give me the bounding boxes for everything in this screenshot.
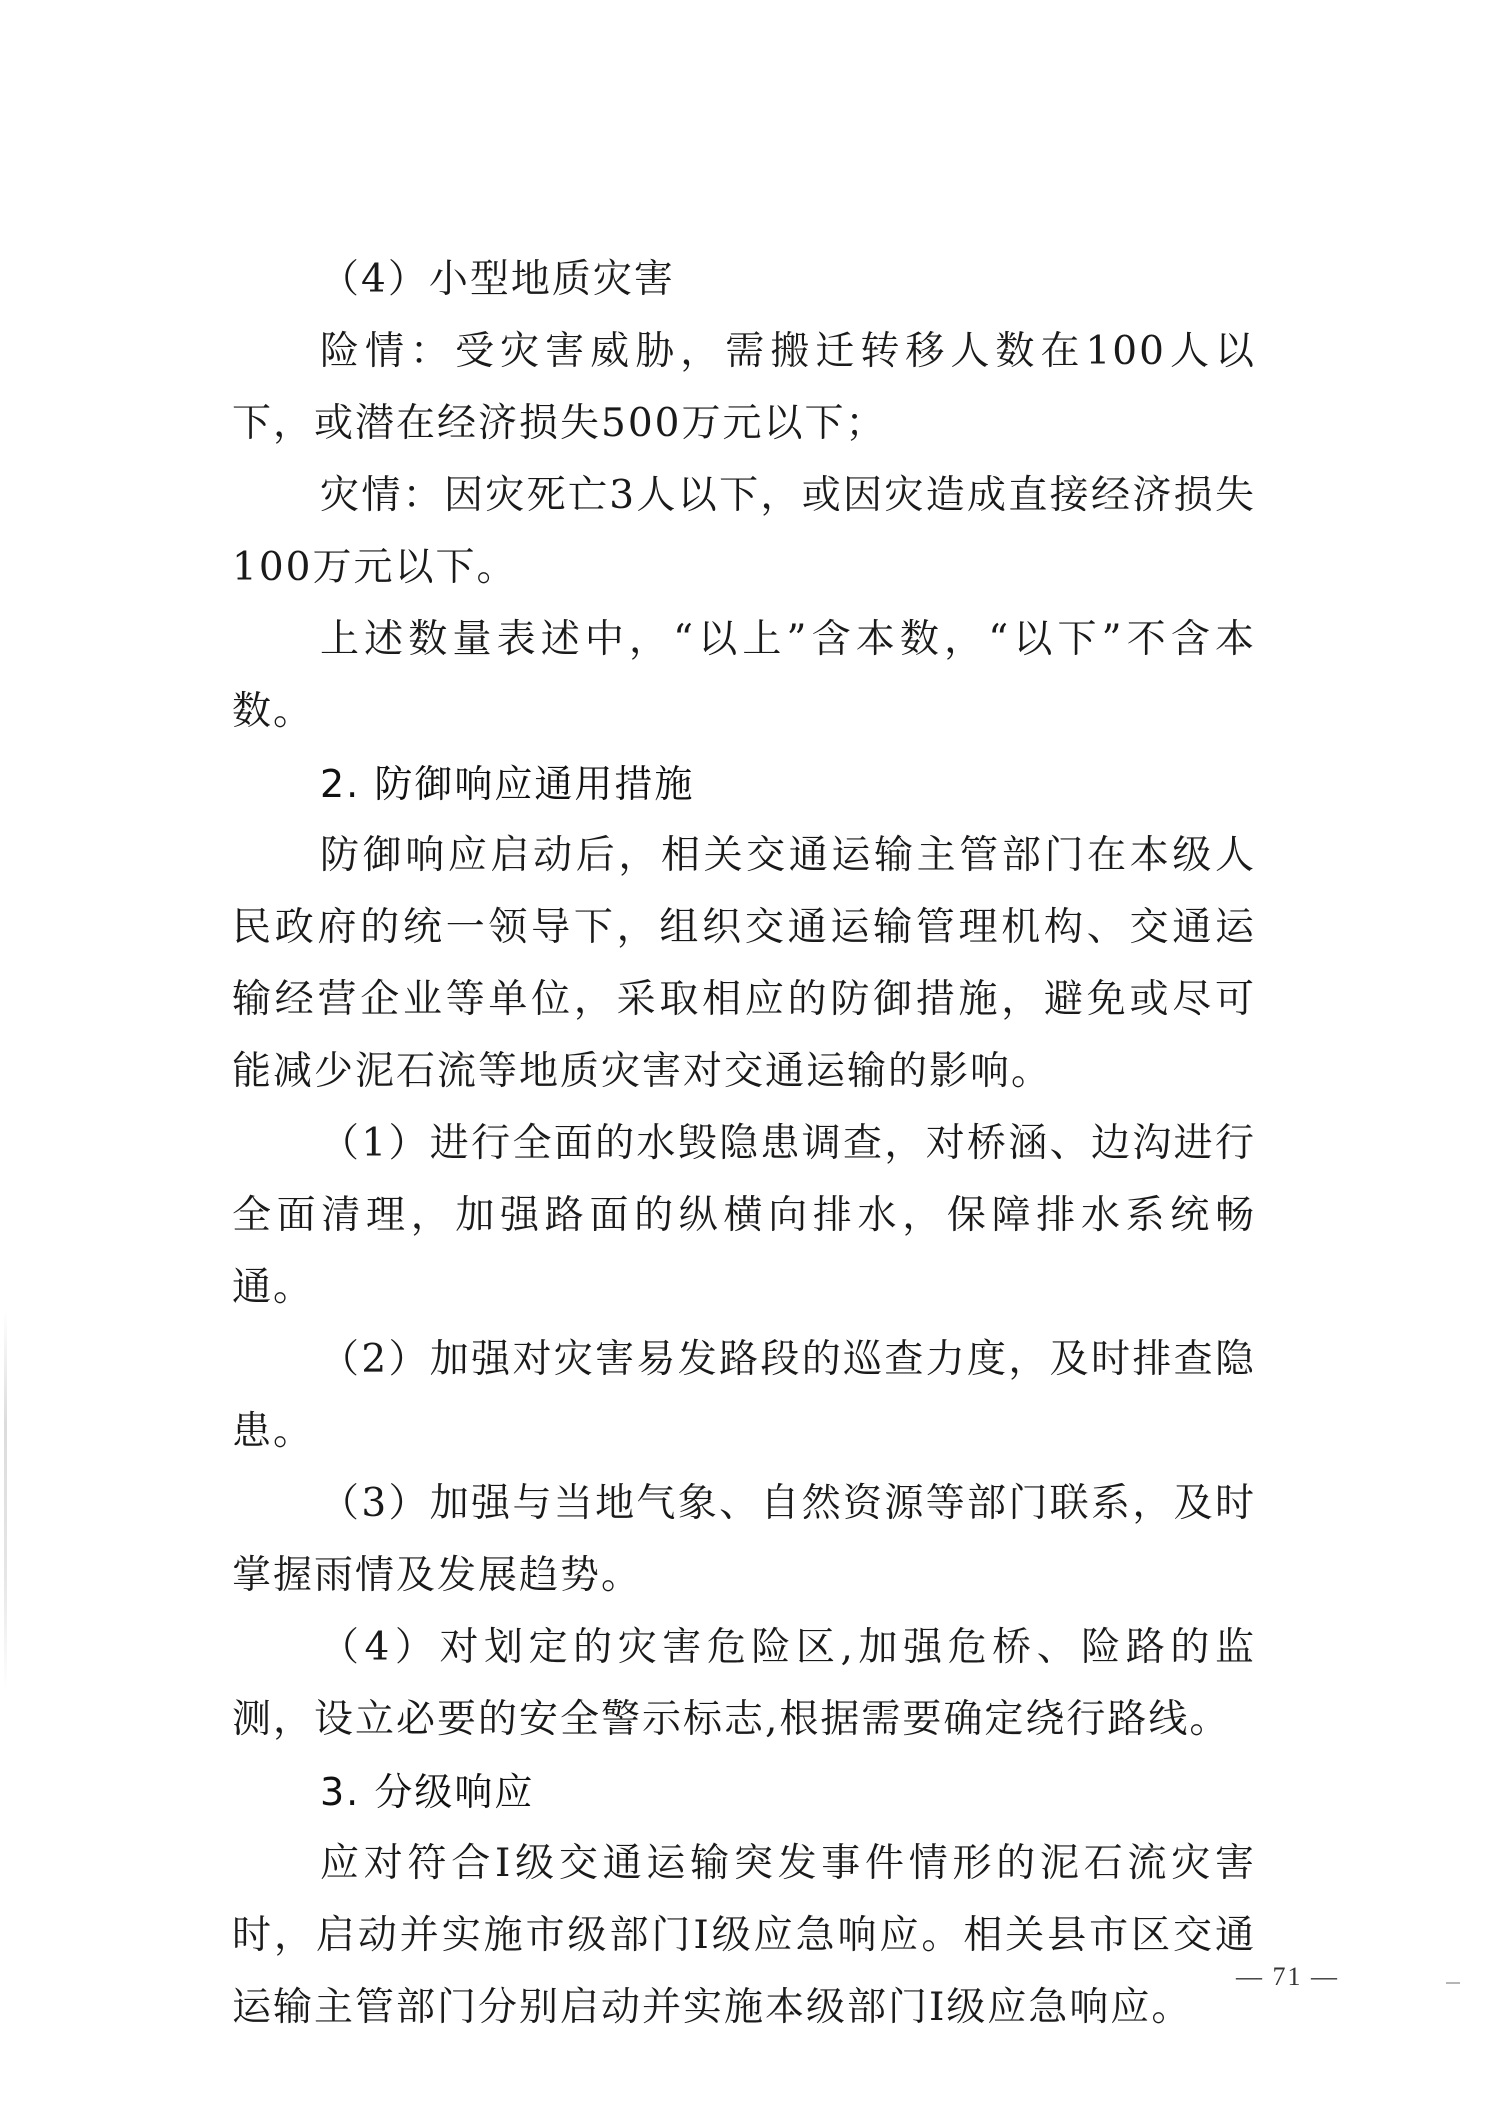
paragraph-disaster-condition: 灾情：因灾死亡3人以下，或因灾造成直接经济损失100万元以下。 [232,473,1256,590]
paragraph-measure-4: （4）对划定的灾害危险区,加强危桥、险路的监测，设立必要的安全警示标志,根据需要确定绕行路线。 [232,1625,1256,1742]
scan-tick-mark [1446,1982,1460,1984]
document-body [232,244,1256,2044]
paragraph-measure-1: （1）进行全面的水毁隐患调查，对桥涵、边沟进行全面清理，加强路面的纵横向排水，保障排水系统畅通。 [232,1121,1256,1310]
paragraph-graded-response: 应对符合Ⅰ级交通运输突发事件情形的泥石流灾害时，启动并实施市级部门Ⅰ级应急响应。相关县市区交通运输主管部门分别启动并实施本级部门Ⅰ级应急响应。 [232,1841,1256,2030]
page-number: — 71 — [1236,1962,1339,1991]
paragraph-response-launch: 防御响应启动后，相关交通运输主管部门在本级人民政府的统一领导下，组织交通运输管理机构、交通运输经营企业等单位，采取相应的防御措施，避免或尽可能减少泥石流等地质灾害对交通运输的影响。 [232,833,1256,1094]
paragraph-risk-condition: 险情：受灾害威胁，需搬迁转移人数在100人以下，或潜在经济损失500万元以下； [232,329,1256,446]
section-heading-graded-response: 3. 分级响应 [320,1770,535,1814]
paragraph-quantity-note: 上述数量表述中，“以上”含本数，“以下”不含本数。 [232,617,1256,734]
paragraph-measure-2: （2）加强对灾害易发路段的巡查力度，及时排查隐患。 [232,1337,1256,1454]
scan-edge-mark [4,1310,7,1690]
paragraph-measure-3: （3）加强与当地气象、自然资源等部门联系，及时掌握雨情及发展趋势。 [232,1481,1256,1598]
section-heading-general-measures: 2. 防御响应通用措施 [320,762,695,806]
subsection-heading-small-geohazard: （4）小型地质灾害 [320,257,675,302]
